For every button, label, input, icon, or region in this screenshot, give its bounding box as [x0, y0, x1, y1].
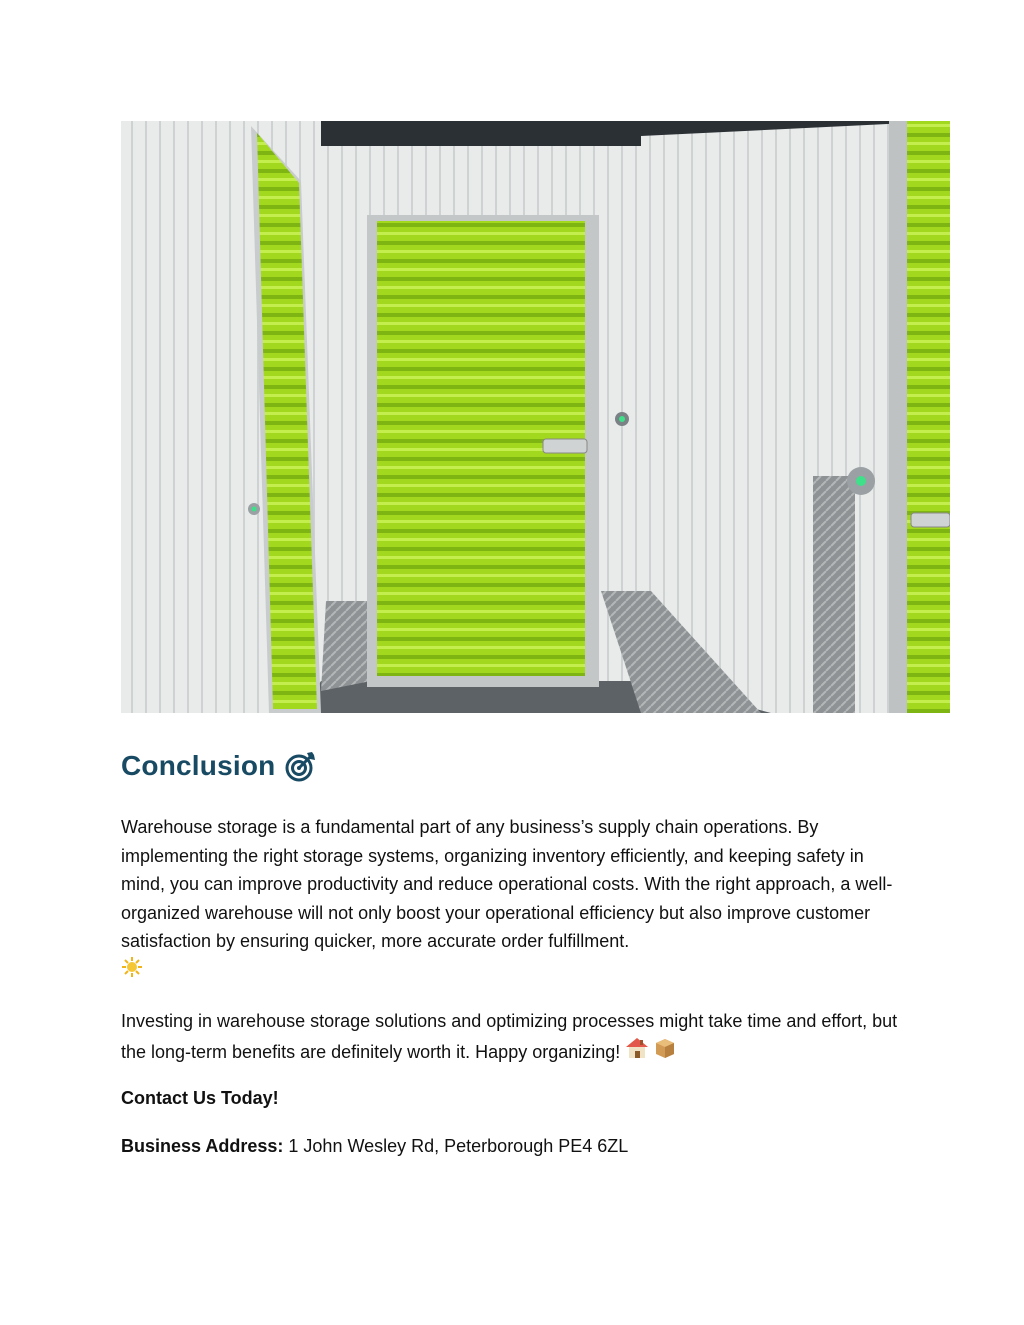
address-label: Business Address:	[121, 1136, 284, 1156]
sun-icon	[121, 956, 143, 987]
conclusion-paragraph-2	[121, 1006, 901, 1069]
house-icon	[625, 1037, 649, 1069]
storage-unit-photo	[121, 121, 950, 713]
target-icon	[285, 750, 317, 782]
business-address	[121, 1136, 628, 1157]
conclusion-paragraph-1	[121, 813, 901, 986]
contact-heading: Contact Us Today!	[121, 1088, 279, 1108]
paragraph-1-text: Warehouse storage is a fundamental part of any business’s supply chain operations. By implementing the right storage systems, organizing inventory efficiently, and keeping safety in mind, you can improve productivity and reduce operational costs. With the right approach, a well-organized warehouse will not only boost your operational efficiency but also improve customer satisfaction by ensuring quicker, more accurate order fulfillment.	[121, 817, 893, 951]
conclusion-heading	[121, 744, 317, 788]
paragraph-2-text: Investing in warehouse storage solutions and optimizing processes might take time and effort, but the long-term benefits are definitely worth it. Happy organizing!	[121, 1011, 898, 1062]
conclusion-title: Conclusion	[121, 750, 276, 781]
package-icon	[654, 1037, 676, 1069]
address-value: 1 John Wesley Rd, Peterborough PE4 6ZL	[288, 1136, 629, 1156]
